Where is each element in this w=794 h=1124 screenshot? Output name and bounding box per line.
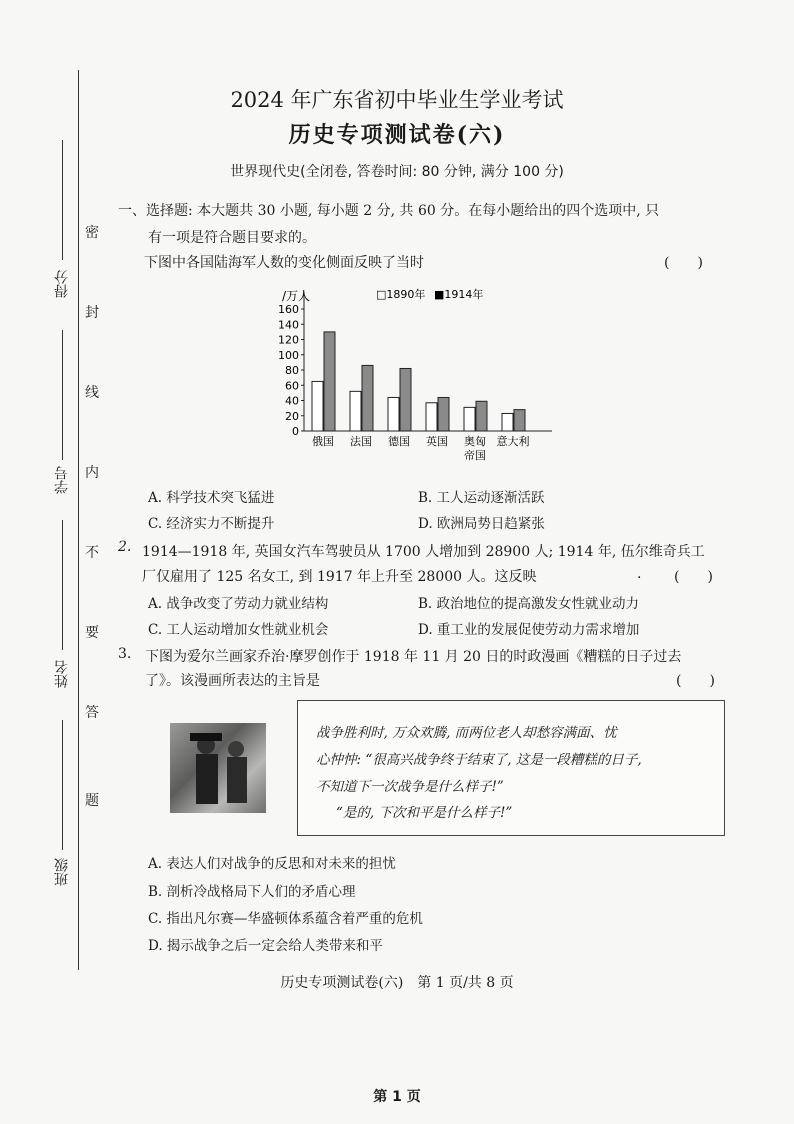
y-tick-label: 120 (278, 333, 299, 347)
bar-1890年-英国 (426, 403, 437, 431)
bar-1890年-德国 (388, 397, 399, 431)
q1-option-c[interactable]: C. 经济实力不断提升 (148, 516, 275, 532)
q3-answer-paren[interactable]: ( ) (676, 673, 715, 689)
seal-char: 内 (85, 465, 99, 481)
bar-1914年-奥匈 (476, 401, 487, 431)
q1-option-d[interactable]: D. 欧洲局势日趋紧张 (418, 516, 545, 532)
x-tick-label: 奥匈 (464, 435, 486, 448)
q1-option-b[interactable]: B. 工人运动逐渐活跃 (418, 490, 545, 506)
class-label: 班级 (54, 858, 70, 886)
x-tick-label-line2: 帝国 (464, 449, 486, 462)
section-instruction-cont: 有一项是符合题目要求的。 (148, 230, 316, 246)
q1-stem: 下图中各国陆海军人数的变化侧面反映了当时 (144, 255, 424, 271)
q1-option-a[interactable]: A. 科学技术突飞猛进 (148, 490, 275, 506)
quote-line: 战争胜利时, 万众欢腾, 而两位老人却愁容满面、忧 (316, 725, 617, 741)
y-tick-label: 160 (278, 303, 299, 316)
exam-title: 2024 年广东省初中毕业生学业考试 (230, 88, 564, 112)
seal-char: 线 (85, 385, 99, 401)
bar-1890年-法国 (350, 391, 361, 431)
x-tick-label: 英国 (426, 435, 448, 448)
q2-option-c[interactable]: C. 工人运动增加女性就业机会 (148, 622, 329, 638)
q2-stem-cont: 厂仅雇用了 125 名女工, 到 1917 年上升至 28000 人。这反映 (142, 569, 537, 585)
seal-char: 密 (85, 225, 99, 241)
q3-stem: 下图为爱尔兰画家乔治·摩罗创作于 1918 年 11 月 20 日的时政漫画《糟糕的日子过去 (145, 649, 682, 665)
quote-line: 不知道下一次战争是什么样子!” (316, 779, 504, 795)
id-label: 学号 (54, 466, 70, 494)
q1-chart (260, 282, 560, 462)
q3-number: 3. (118, 646, 132, 662)
binding-line (78, 70, 79, 970)
x-tick-label: 德国 (388, 435, 410, 448)
x-tick-label: 俄国 (312, 435, 334, 448)
q3-option-c[interactable]: C. 指出凡尔赛—华盛顿体系蕴含着严重的危机 (148, 911, 423, 927)
bar-1890年-意大利 (502, 413, 513, 431)
seal-char: 答 (85, 705, 99, 721)
q2-option-d[interactable]: D. 重工业的发展促使劳动力需求增加 (418, 622, 640, 638)
class-blank[interactable] (62, 720, 63, 850)
q3-option-d[interactable]: D. 揭示战争之后一定会给人类带来和平 (148, 938, 383, 954)
bar-1914年-俄国 (324, 332, 335, 431)
quote-line: “是的, 下次和平是什么样子!” (336, 805, 513, 821)
y-tick-label: 40 (285, 394, 299, 408)
x-tick-label: 法国 (350, 435, 372, 448)
y-tick-label: 100 (278, 348, 299, 362)
name-label: 姓名 (54, 660, 70, 688)
bar-1914年-法国 (362, 365, 373, 431)
cartoon-quote-box (297, 700, 725, 836)
paper-title: 历史专项测试卷(六) (288, 122, 506, 148)
y-tick-label: 140 (278, 318, 299, 332)
name-blank[interactable] (62, 520, 63, 650)
score-label: 得分 (54, 270, 70, 298)
y-tick-label: 60 (285, 379, 299, 393)
q2-answer-paren[interactable]: ( ) (674, 569, 713, 585)
cartoon-image (170, 723, 266, 813)
y-axis-label: /万人 (282, 289, 311, 303)
bar-1914年-德国 (400, 368, 411, 431)
paper-info: 世界现代史(全闭卷, 答卷时间: 80 分钟, 满分 100 分) (230, 164, 564, 180)
page-footer: 历史专项测试卷(六) 第 1 页/共 8 页 (280, 975, 514, 991)
y-tick-label: 20 (285, 409, 299, 423)
seal-char: 题 (85, 793, 99, 809)
id-blank[interactable] (62, 330, 63, 460)
bar-1914年-英国 (438, 397, 449, 431)
section-instruction: 一、选择题: 本大题共 30 小题, 每小题 2 分, 共 60 分。在每小题给出的四个选项中, 只 (118, 203, 660, 219)
q3-option-b[interactable]: B. 剖析冷战格局下人们的矛盾心理 (148, 884, 356, 900)
quote-line: 心忡忡: “很高兴战争终于结束了, 这是一段糟糕的日子, (316, 752, 642, 768)
bar-1914年-意大利 (514, 410, 525, 431)
q2-option-b[interactable]: B. 政治地位的提高激发女性就业动力 (418, 596, 640, 612)
legend-1914: ■1914年 (434, 288, 484, 301)
seal-char: 要 (85, 625, 99, 641)
seal-char: 封 (85, 305, 99, 321)
q2-stem: 1914—1918 年, 英国女汽车驾驶员从 1700 人增加到 28900 人; 1914 年, 伍尔维奇兵工 (142, 544, 705, 560)
bar-1890年-奥匈 (464, 407, 475, 431)
cartoon-figures (170, 723, 266, 813)
y-tick-label: 0 (292, 425, 299, 438)
score-blank[interactable] (62, 140, 63, 260)
q1-answer-paren[interactable]: ( ) (664, 255, 703, 271)
y-tick-label: 80 (285, 364, 299, 377)
q2-option-a[interactable]: A. 战争改变了劳动力就业结构 (148, 596, 329, 612)
page-number: 第 1 页 (373, 1089, 421, 1105)
seal-char: 不 (85, 545, 99, 561)
q2-dot: . (637, 566, 642, 582)
q3-stem-cont: 了》。该漫画所表达的主旨是 (145, 673, 320, 689)
x-tick-label: 意大利 (496, 435, 530, 448)
q3-option-a[interactable]: A. 表达人们对战争的反思和对未来的担忧 (148, 856, 396, 872)
legend-1890: □1890年 (376, 288, 426, 301)
q2-number: 2. (118, 539, 132, 555)
bar-1890年-俄国 (312, 381, 323, 431)
